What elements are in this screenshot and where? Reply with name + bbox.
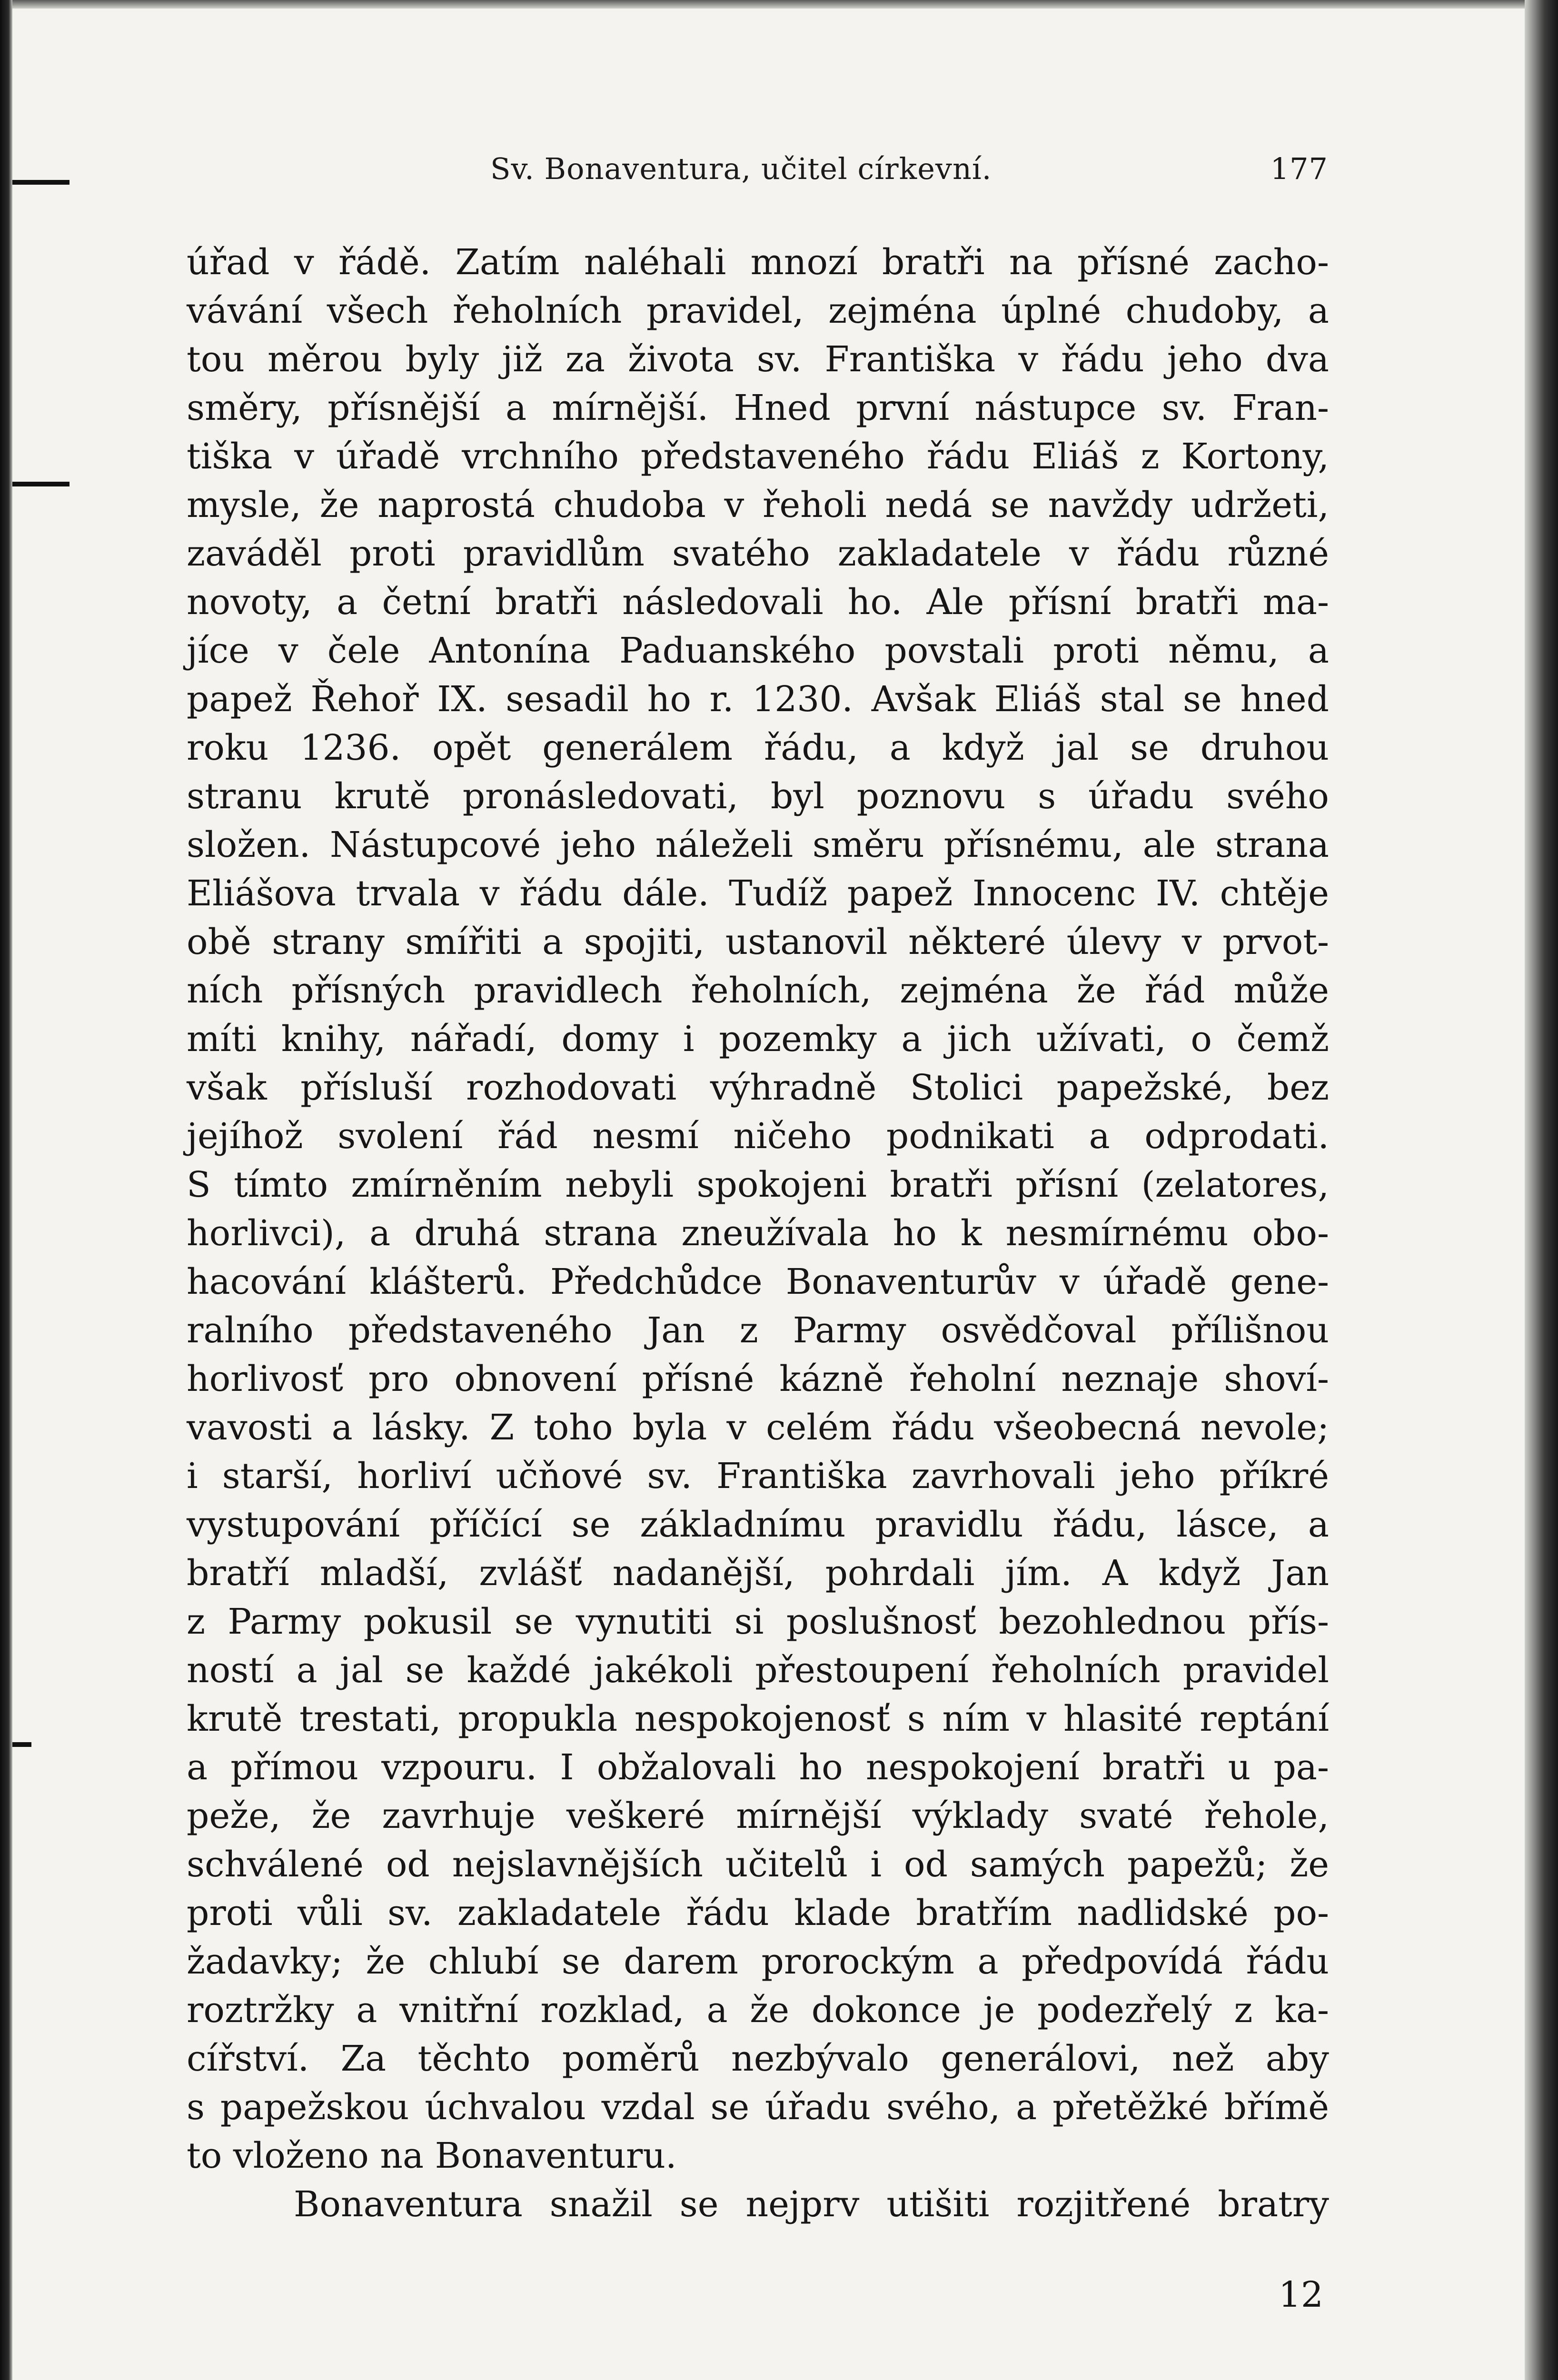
signature-mark: 12 [1278,2274,1323,2315]
text-line: S tímto zmírněním nebyli spokojeni bratři přísní (zelatores, [187,1164,1329,1205]
binding-mark [12,180,69,185]
binding-mark [12,1742,31,1747]
text-line: Eliášova trvala v řádu dále. Tudíž papež Innocenc IV. chtěje [187,873,1329,914]
text-line: vavosti a lásky. Z toho byla v celém řádu všeobecná nevole; [187,1407,1329,1448]
text-line: horlivosť pro obnovení přísné kázně řeholní neznaje shoví- [187,1359,1329,1399]
text-line: Bonaventura snažil se nejprv utišiti rozjitřené bratry [294,2184,1329,2225]
text-line: roztržky a vnitřní rozklad, a že dokonce je podezřelý z ka- [187,1990,1329,2031]
running-header [490,151,1328,194]
binding-mark [12,482,69,486]
text-line: ností a jal se každé jakékoli přestoupení řeholních pravidel [187,1650,1329,1691]
text-line: úřad v řádě. Zatím naléhali mnozí bratři na přísné zacho- [187,242,1329,283]
text-line: horlivci), a druhá strana zneužívala ho k nesmírnému obo- [187,1213,1329,1254]
text-line: krutě trestati, propukla nespokojenosť s ním v hlasité reptání [187,1698,1329,1739]
text-line: vystupování příčící se základnímu pravidlu řádu, lásce, a [187,1504,1329,1545]
text-line: hacování klášterů. Předchůdce Bonaventurův v úřadě gene- [187,1261,1329,1302]
text-line: mysle, že naprostá chudoba v řeholi nedá se navždy udržeti, [187,485,1329,526]
text-line: z Parmy pokusil se vynutiti si poslušnosť bezohlednou přís- [187,1601,1329,1642]
text-line: obě strany smířiti a spojiti, ustanovil některé úlevy v prvot- [187,922,1329,962]
text-line: ralního představeného Jan z Parmy osvědčoval přílišnou [187,1310,1329,1351]
text-line: s papežskou úchvalou vzdal se úřadu svého, a přetěžké břímě [187,2087,1329,2128]
text-line: a přímou vzpouru. I obžalovali ho nespokojení bratři u pa- [187,1747,1329,1788]
text-line: proti vůli sv. zakladatele řádu klade bratřím nadlidské po- [187,1893,1329,1934]
text-line: papež Řehoř IX. sesadil ho r. 1230. Avšak Eliáš stal se hned [187,679,1329,720]
body-text [187,238,1329,2229]
text-line: ních přísných pravidlech řeholních, zejména že řád může [187,970,1329,1011]
text-line: žadavky; že chlubí se darem prorockým a předpovídá řádu [187,1941,1329,1982]
text-line: roku 1236. opět generálem řádu, a když jal se druhou [187,727,1329,768]
text-line: zaváděl proti pravidlům svatého zakladatele v řádu různé [187,533,1329,574]
text-line: novoty, a četní bratři následovali ho. Ale přísní bratři ma- [187,582,1329,623]
text-line: jejíhož svolení řád nesmí ničeho podnikati a odprodati. [187,1116,1329,1157]
page-left-edge [0,0,12,2380]
text-line: míti knihy, nářadí, domy i pozemky a jich užívati, o čemž [187,1019,1329,1060]
text-line: i starší, horliví učňové sv. Františka zavrhovali jeho příkré [187,1456,1329,1497]
text-line: bratří mladší, zvlášť nadanější, pohrdali jím. A když Jan [187,1553,1329,1594]
text-line: však přísluší rozhodovati výhradně Stolici papežské, bez [187,1067,1329,1108]
text-line: složen. Nástupcové jeho náleželi směru přísnému, ale strana [187,824,1329,865]
text-line: tiška v úřadě vrchního představeného řádu Eliáš z Kortony, [187,436,1329,477]
page-top-edge [0,0,1558,9]
text-line: schválené od nejslavnějších učitelů i od samých papežů; že [187,1844,1329,1885]
page-number: 177 [1270,151,1328,186]
text-line: peže, že zavrhuje veškeré mírnější výklady svaté řehole, [187,1795,1329,1836]
text-line: stranu krutě pronásledovati, byl poznovu s úřadu svého [187,776,1329,817]
text-line: cířství. Za těchto poměrů nezbývalo generálovi, než aby [187,2038,1329,2079]
text-line: jíce v čele Antonína Paduanského povstali proti němu, a [187,630,1329,671]
text-line: tou měrou byly již za života sv. Františka v řádu jeho dva [187,339,1329,380]
text-line: směry, přísnější a mírnější. Hned první nástupce sv. Fran- [187,387,1329,428]
text-line: vávání všech řeholních pravidel, zejména úplné chudoby, a [187,290,1329,331]
page-right-edge [1525,0,1558,2380]
text-line: to vloženo na Bonaventuru. [187,2135,677,2176]
running-title: Sv. Bonaventura, učitel církevní. [490,151,992,186]
